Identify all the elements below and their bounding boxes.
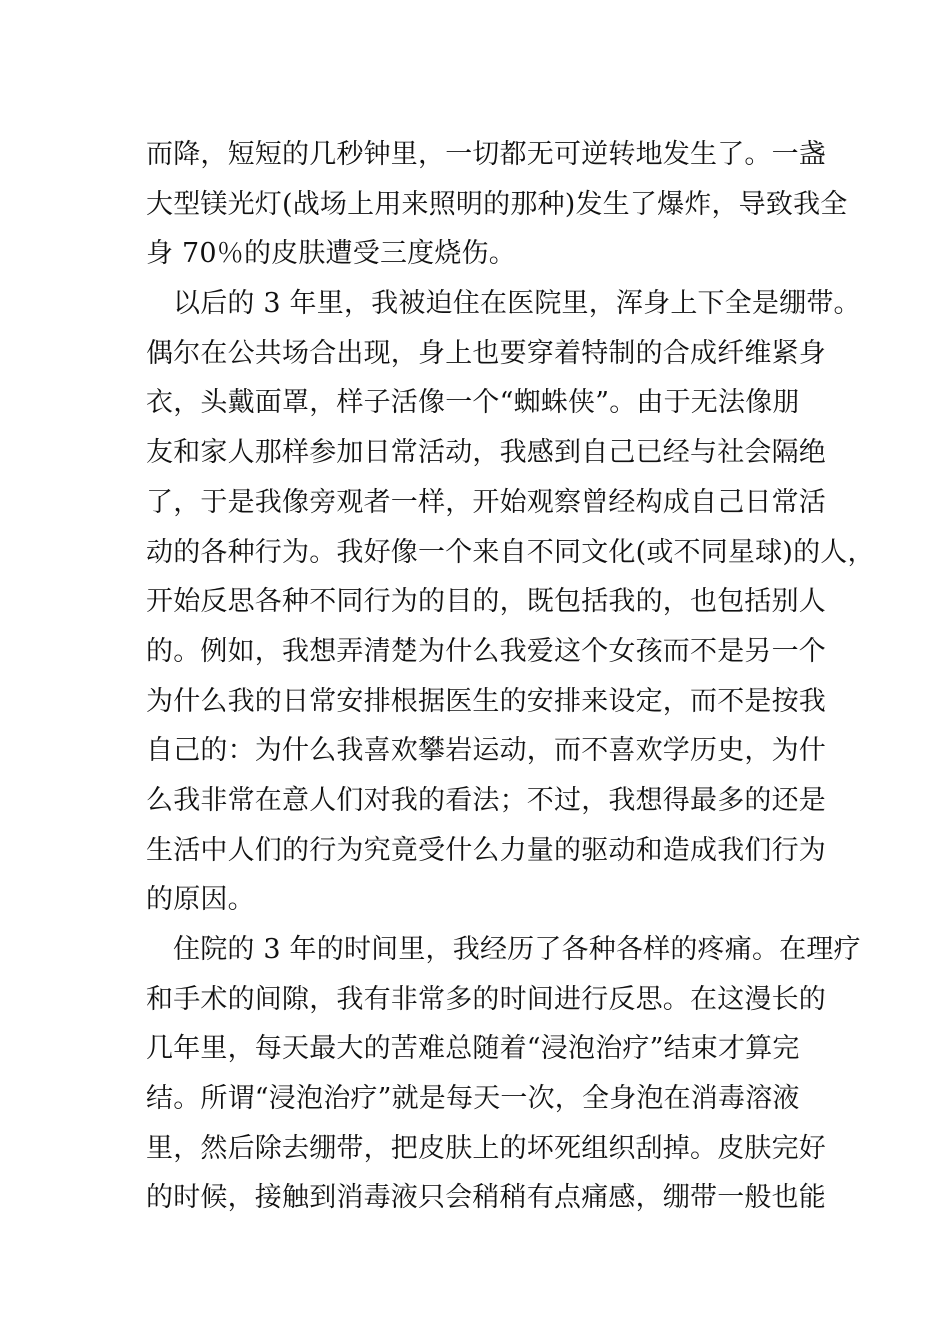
text-line: 动的各种行为。我好像一个来自不同文化(或不同星球)的人， [146, 536, 875, 568]
text-line: 为什么我的日常安排根据医生的安排来设定，而不是按我 [146, 685, 826, 717]
paragraph-2 [146, 279, 875, 925]
text-line: 以后的 3 年里，我被迫住在医院里，浑身上下全是绷带。 [173, 288, 861, 320]
text-line: 和手术的间隙，我有非常多的时间进行反思。在这漫长的 [146, 983, 826, 1015]
text-line: 结。所谓“浸泡治疗”就是每天一次，全身泡在消毒溶液 [146, 1083, 800, 1115]
text-line: 身 70％的皮肤遭受三度烧伤。 [146, 238, 516, 270]
text-line: 的原因。 [146, 884, 255, 916]
text-line: 自己的：为什么我喜欢攀岩运动，而不喜欢学历史，为什 [146, 735, 826, 767]
text-line: 偶尔在公共场合出现，身上也要穿着特制的合成纤维紧身 [146, 337, 826, 369]
text-line: 住院的 3 年的时间里，我经历了各种各样的疼痛。在理疗 [173, 934, 861, 965]
paragraph-1 [146, 130, 848, 279]
text-line: 了，于是我像旁观者一样，开始观察曾经构成自己日常活 [146, 486, 826, 518]
text-line: 么我非常在意人们对我的看法；不过，我想得最多的还是 [146, 784, 826, 816]
paragraph-3 [146, 925, 861, 1223]
text-line: 衣，头戴面罩，样子活像一个“蜘蛛侠”。由于无法像朋 [146, 387, 800, 419]
text-line: 大型镁光灯(战场上用来照明的那种)发生了爆炸，导致我全 [146, 188, 848, 220]
text-line: 的。例如，我想弄清楚为什么我爱这个女孩而不是另一个 [146, 635, 826, 667]
text-line: 开始反思各种不同行为的目的，既包括我的，也包括别人 [146, 586, 826, 618]
text-line: 友和家人那样参加日常活动，我感到自己已经与社会隔绝 [146, 437, 826, 469]
text-line: 的时候，接触到消毒液只会稍稍有点痛感，绷带一般也能 [146, 1182, 826, 1214]
text-line: 几年里，每天最大的苦难总随着“浸泡治疗”结束才算完 [146, 1033, 800, 1065]
body-text [146, 130, 875, 1223]
text-line: 里，然后除去绷带，把皮肤上的坏死组织刮掉。皮肤完好 [146, 1132, 826, 1164]
text-line: 生活中人们的行为究竟受什么力量的驱动和造成我们行为 [146, 834, 826, 866]
text-line: 而降，短短的几秒钟里，一切都无可逆转地发生了。一盏 [146, 139, 826, 170]
